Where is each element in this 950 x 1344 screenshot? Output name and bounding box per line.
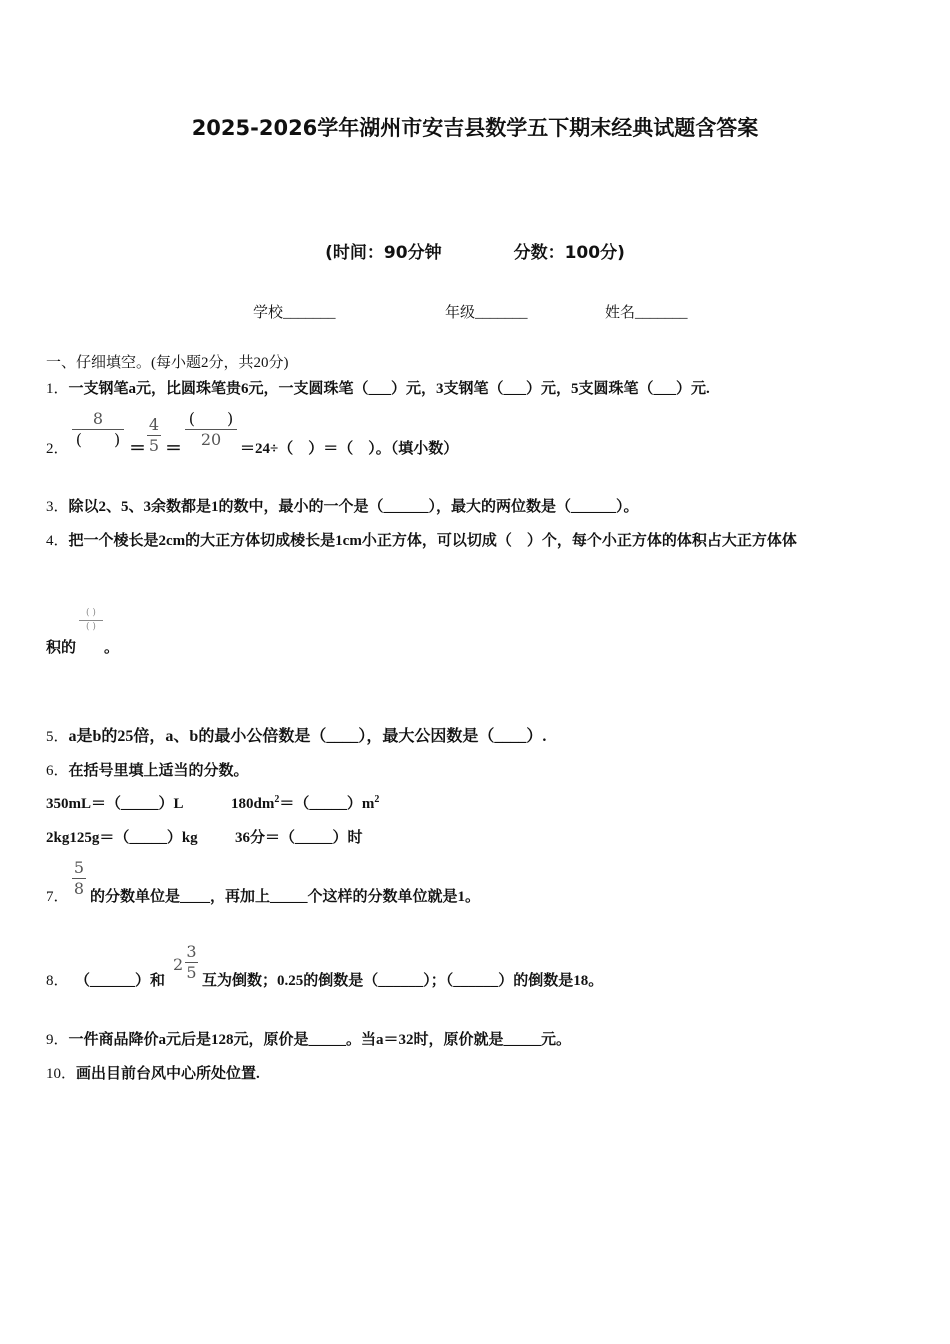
question-text: a是b的25倍，a、b的最小公倍数是（____），最大公因数是（____）.: [68, 728, 547, 745]
question-number: 3．: [46, 499, 69, 515]
question-2-tail: ＝24÷（ ）＝（ ）。（填小数）: [240, 441, 459, 457]
question-4-cont: 积的: [46, 640, 77, 656]
denominator: 5: [148, 436, 160, 455]
equals-sign: ＝: [165, 439, 182, 458]
numerator: 8: [92, 409, 104, 428]
q6-item-3: 2kg125g＝（_____）kg: [46, 830, 198, 846]
question-number: 7．: [46, 889, 69, 905]
q6-item-2: [231, 792, 379, 813]
denominator: 8: [73, 879, 85, 898]
question-5: [46, 723, 546, 746]
item-text: ＝（_____）m: [279, 796, 375, 812]
fraction-3: [185, 411, 237, 448]
equals-sign: ＝: [129, 439, 146, 458]
question-4: [46, 529, 797, 550]
question-number: 4．: [46, 533, 69, 549]
mixed-number-whole: 2: [173, 955, 184, 974]
question-text: （______）和: [82, 973, 166, 989]
question-8: [46, 969, 165, 990]
name-field: 姓名_______: [605, 305, 688, 321]
question-number: 6．: [46, 763, 69, 779]
numerator: ( ): [86, 608, 96, 618]
superscript: 2: [374, 794, 380, 805]
school-field: 学校_______: [253, 305, 336, 321]
question-8-text: 互为倒数；0.25的倒数是（______）；（______）的倒数是18。: [202, 973, 604, 989]
item-text: 180dm: [231, 796, 275, 812]
numerator: 4: [148, 415, 160, 434]
numerator: 3: [186, 942, 197, 961]
grade-field: 年级_______: [445, 305, 528, 321]
numerator: 5: [73, 858, 85, 877]
superscript: 2: [274, 794, 280, 805]
denominator: ( ): [86, 622, 96, 632]
question-1: [46, 377, 710, 398]
section-heading: 一、仔细填空。(每小题2分，共20分): [46, 355, 289, 371]
denominator: 20: [200, 430, 222, 449]
fraction-1: [72, 411, 124, 448]
numerator: ( ): [188, 409, 234, 428]
exam-score: 分数：100分): [513, 243, 625, 263]
question-text: 除以2、5、3余数都是1的数中，最小的一个是（______），最大的两位数是（______）。: [68, 499, 639, 515]
question-3: [46, 495, 639, 516]
question-text: 一件商品降价a元后是128元，原价是_____。当a＝32时，原价就是_____元。: [68, 1032, 572, 1048]
fraction-2: [147, 417, 161, 454]
question-text: 画出目前台风中心所处位置.: [76, 1066, 260, 1082]
question-10: [46, 1062, 260, 1083]
exam-time: (时间：90分钟: [325, 243, 442, 263]
question-number: 10．: [46, 1066, 77, 1082]
question-number: 9．: [46, 1032, 69, 1048]
fraction-blank: [79, 609, 103, 632]
question-7-text: 的分数单位是____，再加上_____个这样的分数单位就是1。: [90, 889, 481, 905]
question-number: 8．: [46, 973, 69, 989]
question-9: [46, 1028, 571, 1049]
q6-item-4: 36分＝（_____）时: [235, 830, 363, 846]
fraction-five-eighths: [72, 860, 86, 897]
question-number: 5．: [46, 729, 69, 745]
exam-meta: [0, 238, 950, 263]
q6-item-1: 350mL＝（_____）L: [46, 796, 184, 812]
question-2-number: [46, 437, 69, 458]
question-text: 在括号里填上适当的分数。: [68, 763, 249, 779]
mixed-number-fraction: [185, 944, 198, 981]
question-4-end: 。: [104, 640, 120, 656]
question-text: 一支钢笔a元，比圆珠笔贵6元，一支圆珠笔（___）元，3支钢笔（___）元，5支圆珠笔（___）元.: [68, 381, 710, 397]
page-title: 2025-2026学年湖州市安吉县数学五下期末经典试题含答案: [191, 116, 759, 140]
denominator: ( ): [75, 430, 121, 449]
question-text: 把一个棱长是2cm的大正方体切成棱长是1cm小正方体，可以切成（ ）个，每个小正方体的体积占大正方体体: [68, 533, 797, 549]
question-6: [46, 759, 249, 780]
question-number: 1．: [46, 381, 69, 397]
denominator: 5: [186, 963, 197, 982]
question-number: 2．: [46, 441, 69, 457]
question-7-number: [46, 885, 69, 906]
